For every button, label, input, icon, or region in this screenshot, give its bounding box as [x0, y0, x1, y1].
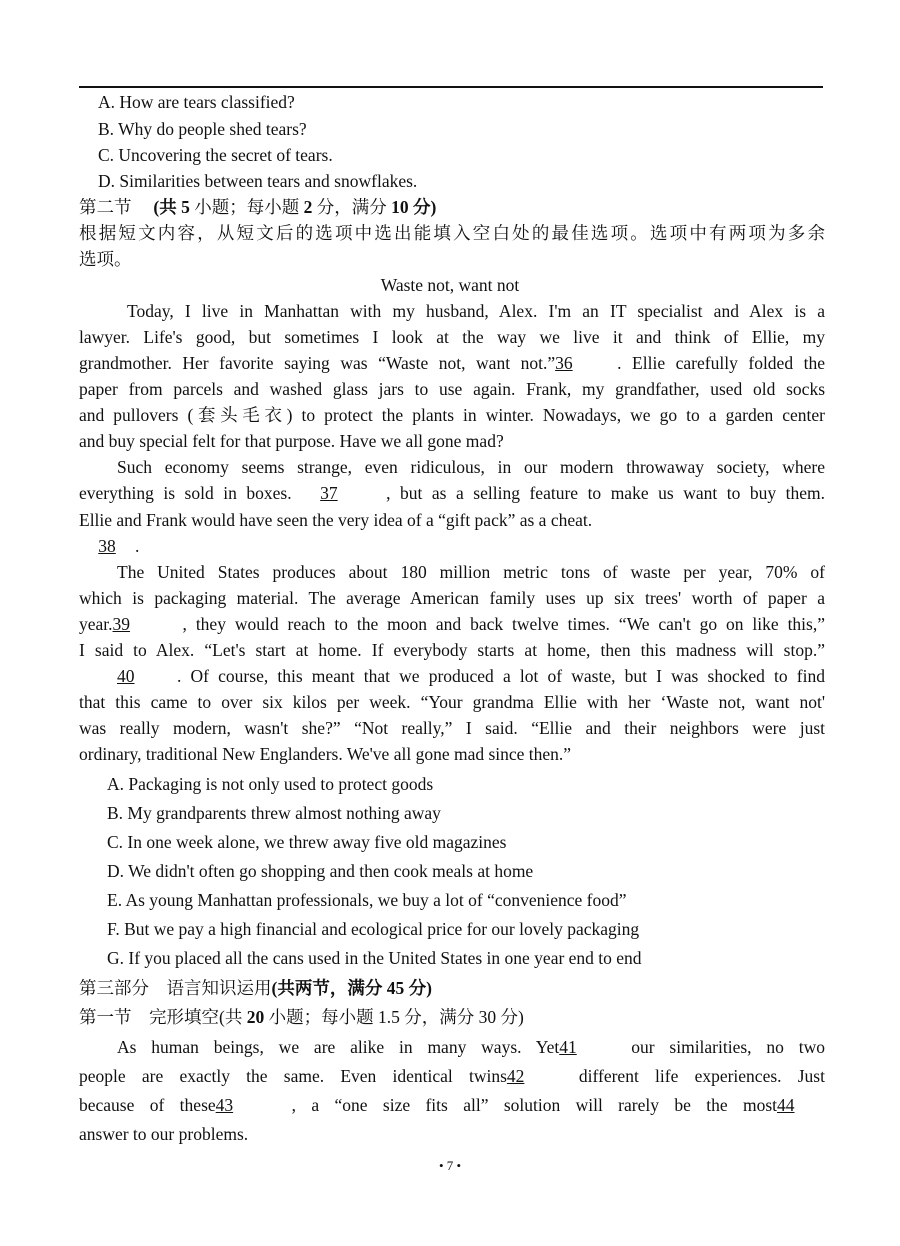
passage-line: and pullovers (套头毛衣) to protect the plants in winter. Nowadays, we go to a garden center: [79, 405, 825, 425]
passage-line: grandmother. Her favorite saying was “Waste not, want not.”36 . Ellie carefully folded the: [79, 350, 825, 376]
prev-option-c: C. Uncovering the secret of tears.: [98, 145, 333, 165]
passage-line: everything is sold in boxes. 37 , but as a selling feature to make us want to buy them.: [79, 480, 825, 506]
prev-option-d: D. Similarities between tears and snowflakes.: [98, 171, 418, 191]
top-rule: [79, 86, 823, 88]
blank-38: 38: [98, 536, 116, 556]
blank-37: 37: [320, 483, 338, 503]
blank-39: 39: [112, 614, 131, 634]
passage-line: was really modern, wasn't she?” “Not really,” I said. “Ellie and their neighbors were just: [79, 718, 825, 738]
option-b: B. My grandparents threw almost nothing away: [107, 803, 441, 823]
passage-line: 38 .: [79, 533, 825, 559]
blank-36: 36: [555, 353, 573, 373]
cloze-line: As human beings, we are alike in many ways. Yet41 our similarities, no two: [117, 1034, 825, 1060]
blank-40: 40: [117, 666, 135, 686]
passage-line: I said to Alex. “Let's start at home. If everybody starts at home, then this madness will stop.”: [79, 640, 825, 660]
option-e: E. As young Manhattan professionals, we buy a lot of “convenience food”: [107, 890, 627, 910]
cloze-line: because of these43 , a “one size fits all” solution will rarely be the most44: [79, 1092, 825, 1118]
section2-header: 第二节 (共 5 小题；每小题 2 分，满分 10 分): [79, 197, 437, 217]
passage-line: Ellie and Frank would have seen the very idea of a “gift pack” as a cheat.: [79, 510, 593, 530]
section2-instruction: 根据短文内容，从短文后的选项中选出能填入空白处的最佳选项。选项中有两项为多余: [79, 223, 825, 243]
part3-header: 第三部分 语言知识运用(共两节，满分 45 分): [79, 978, 432, 998]
passage-line: and buy special felt for that purpose. Have we all gone mad?: [79, 431, 504, 451]
passage-line: ordinary, traditional New Englanders. We've all gone mad since then.”: [79, 744, 572, 764]
option-c: C. In one week alone, we threw away five old magazines: [107, 832, 507, 852]
option-g: G. If you placed all the cans used in the United States in one year end to end: [107, 948, 642, 968]
passage-line: which is packaging material. The average American family uses up six trees' worth of paper a: [79, 588, 825, 608]
page-number: • 7 •: [438, 1158, 462, 1173]
blank-44: 44: [777, 1095, 795, 1115]
option-f: F. But we pay a high financial and ecological price for our lovely packaging: [107, 919, 640, 939]
blank-42: 42: [506, 1066, 525, 1086]
section1-header: 第一节 完形填空(共 20 小题；每小题 1.5 分，满分 30 分): [79, 1007, 524, 1027]
section2-instruction-cont: 选项。: [79, 249, 132, 269]
prev-option-b: B. Why do people shed tears?: [98, 119, 307, 139]
passage-line: year.39 , they would reach to the moon and back twelve times. “We can't go on like this,”: [79, 611, 825, 637]
blank-43: 43: [215, 1095, 234, 1115]
passage-line: Today, I live in Manhattan with my husband, Alex. I'm an IT specialist and Alex is a: [127, 301, 825, 321]
passage-line: Such economy seems strange, even ridiculous, in our modern throwaway society, where: [117, 457, 825, 477]
prev-option-a: A. How are tears classified?: [98, 92, 295, 112]
passage-line: lawyer. Life's good, but sometimes I look at the way we live it and think of Ellie, my: [79, 327, 825, 347]
blank-41: 41: [559, 1037, 577, 1057]
option-d: D. We didn't often go shopping and then cook meals at home: [107, 861, 534, 881]
passage-line: The United States produces about 180 million metric tons of waste per year, 70% of: [117, 562, 825, 582]
passage-line: that this came to over six kilos per week. “Your grandma Ellie with her ‘Waste not, want not': [79, 692, 825, 712]
passage-line: paper from parcels and washed glass jars to use again. Frank, my grandfather, used old socks: [79, 379, 825, 399]
cloze-line: people are exactly the same. Even identical twins42 different life experiences. Just: [79, 1063, 825, 1089]
cloze-line: answer to our problems.: [79, 1124, 249, 1144]
option-a: A. Packaging is not only used to protect goods: [107, 774, 434, 794]
passage-title: Waste not, want not: [380, 275, 520, 295]
passage-line: 40 . Of course, this meant that we produced a lot of waste, but I was shocked to find: [117, 663, 825, 689]
